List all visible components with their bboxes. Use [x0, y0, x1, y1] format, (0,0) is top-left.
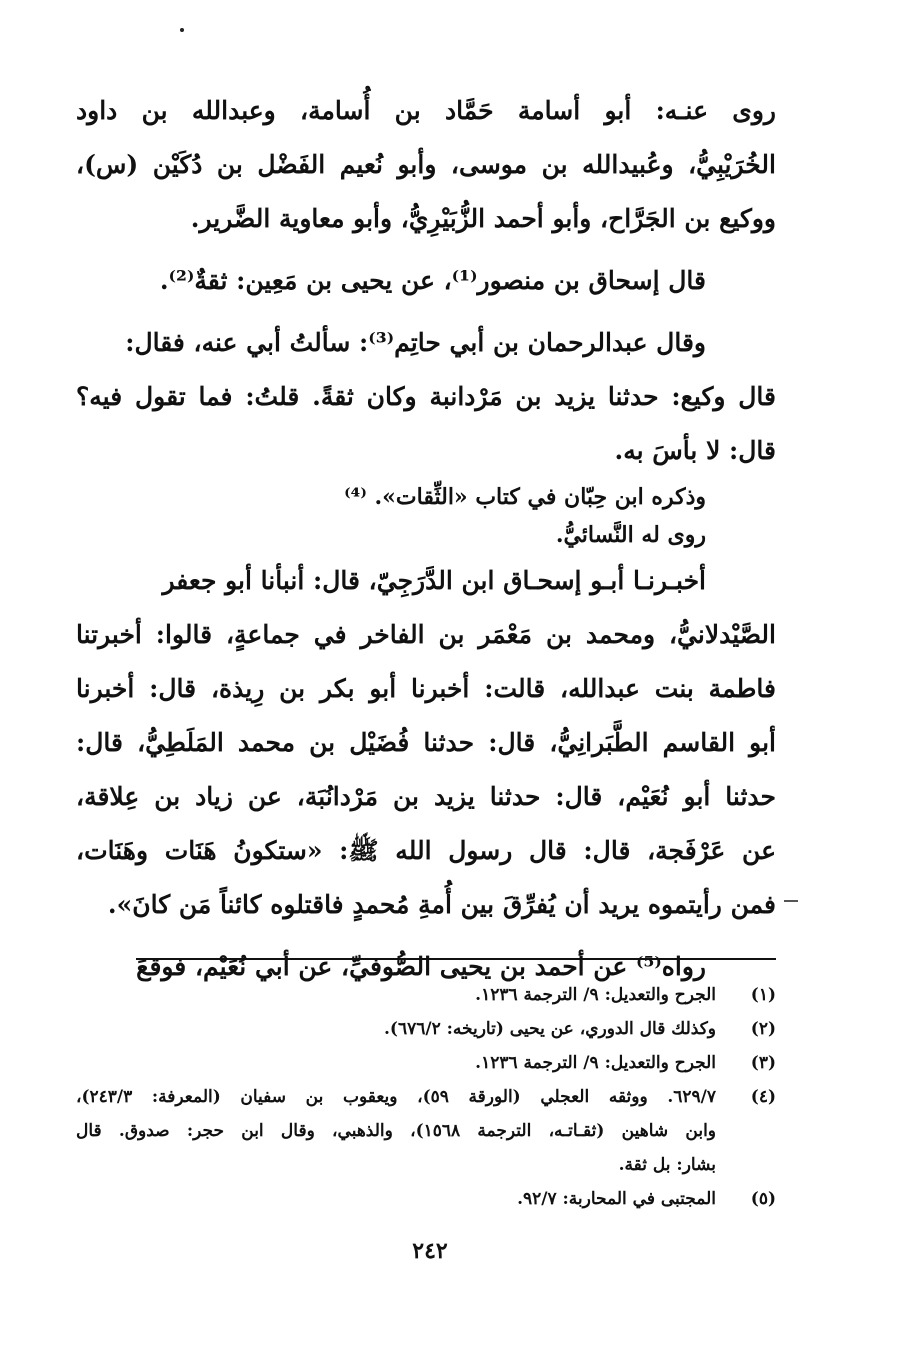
paragraph-gap: [76, 308, 776, 316]
text-line: وذكره ابن حِبّان في كتاب «الثِّقات». ⁽⁴⁾: [344, 484, 706, 510]
text-line: الصَّيْدلانيُّ، ومحمد بن مَعْمَر بن الفاخر في جماعةٍ، قالوا: أخبرتنا: [76, 620, 776, 649]
text-line: قال وكيع: حدثنا يزيد بن مَرْدانبة وكان ثقةً. قلتُ: فما تقول فيه؟: [76, 382, 776, 411]
text-line: فمن رأيتموه يريد أن يُفرِّقَ بين أُمةِ مُحمدٍ فاقتلوه كائناً مَن كانَ».: [107, 890, 776, 919]
footnote: [76, 1182, 776, 1216]
footnote-number: (١): [750, 985, 776, 1005]
page-number: ٢٤٢: [412, 1238, 448, 1264]
footnote-number: (٢): [750, 1019, 776, 1039]
footnote-line: المجتبى في المحاربة: ٩٢/٧.: [517, 1189, 716, 1209]
footnote-text: [76, 1012, 716, 1046]
footnote-number: (٥): [750, 1189, 776, 1209]
footnote-separator: [136, 958, 776, 960]
text-line: قال: لا بأسَ به.: [614, 436, 776, 465]
text-line: ووكيع بن الجَرَّاح، وأبو أحمد الزُّبَيْرِيُّ، وأبو معاوية الضَّرير.: [190, 204, 776, 233]
footnotes: [76, 978, 776, 1216]
text-line: روى له النَّسائيُّ.: [555, 522, 706, 548]
footnote-line: وكذلك قال الدوري، عن يحيى (تاريخه: ٦٧٦/٢).: [384, 1019, 716, 1039]
text-line: روى عنـه: أبو أسامة حَمَّاد بن أُسامة، وعبدالله بن داود: [76, 96, 776, 125]
footnote: [76, 1080, 776, 1182]
main-text: [76, 84, 776, 994]
footnote-text: [76, 1046, 716, 1080]
footnote: [76, 978, 776, 1012]
footnote-text: [76, 1182, 716, 1216]
text-line: أخبـرنـا أبـو إسحـاق ابن الدَّرَجِيّ، قال: أنبأنا أبو جعفر: [162, 566, 706, 595]
footnote-line: ٦٢٩/٧. ووثقه العجلي (الورقة ٥٩)، ويعقوب بن سفيان (المعرفة: ٢٤٣/٣)،: [76, 1087, 716, 1107]
footnote: [76, 1012, 776, 1046]
text-line: قال إسحاق بن منصور⁽¹⁾، عن يحيى بن مَعِين: ثقةٌ⁽²⁾.: [159, 266, 706, 295]
paragraph-gap: [76, 246, 776, 254]
footnote-line: الجرح والتعديل: ٩/ الترجمة ١٢٣٦.: [475, 985, 716, 1005]
print-speck: [180, 28, 184, 32]
text-line: فاطمة بنت عبدالله، قالت: أخبرنا أبو بكر بن رِيذة، قال: أخبرنا: [76, 674, 776, 703]
footnote-number: (٤): [750, 1087, 776, 1107]
footnote: [76, 1046, 776, 1080]
paragraph-gap: [76, 932, 776, 940]
footnote-number: (٣): [750, 1053, 776, 1073]
footnote-text: [76, 1080, 716, 1182]
text-line: أبو القاسم الطَّبَرانِيُّ، قال: حدثنا فُضَيْل بن محمد المَلَطِيُّ، قال:: [76, 728, 776, 757]
footnote-line: وابن شاهين (ثقـاتـه، الترجمة ١٥٦٨)، والذهبي، وقال ابن حجر: صدوق. قال: [76, 1121, 717, 1141]
footnote-text: [76, 978, 716, 1012]
text-line: الخُرَيْبِيُّ، وعُبيدالله بن موسى، وأبو نُعيم الفَضْل بن دُكَيْن (س)،: [76, 150, 776, 179]
text-line: وقال عبدالرحمان بن أبي حاتِم⁽³⁾: سألتُ أبي عنه، فقال:: [125, 328, 706, 357]
text-line: رواه⁽⁵⁾ عن أحمد بن يحيى الصُّوفيِّ، عن أبي نُعَيْم، فوقعَ: [136, 952, 706, 981]
footnote-line: الجرح والتعديل: ٩/ الترجمة ١٢٣٦.: [475, 1053, 716, 1073]
text-line: عن عَرْفَجة، قال: قال رسول الله ﷺ: «ستكونُ هَنَات وهَنَات،: [76, 836, 776, 865]
text-line: حدثنا أبو نُعَيْم، قال: حدثنا يزيد بن مَرْدانُبَة، عن زياد بن عِلاقة،: [76, 782, 776, 811]
print-dash: [784, 900, 798, 902]
footnote-line: بشار: بل ثقة.: [618, 1155, 716, 1175]
